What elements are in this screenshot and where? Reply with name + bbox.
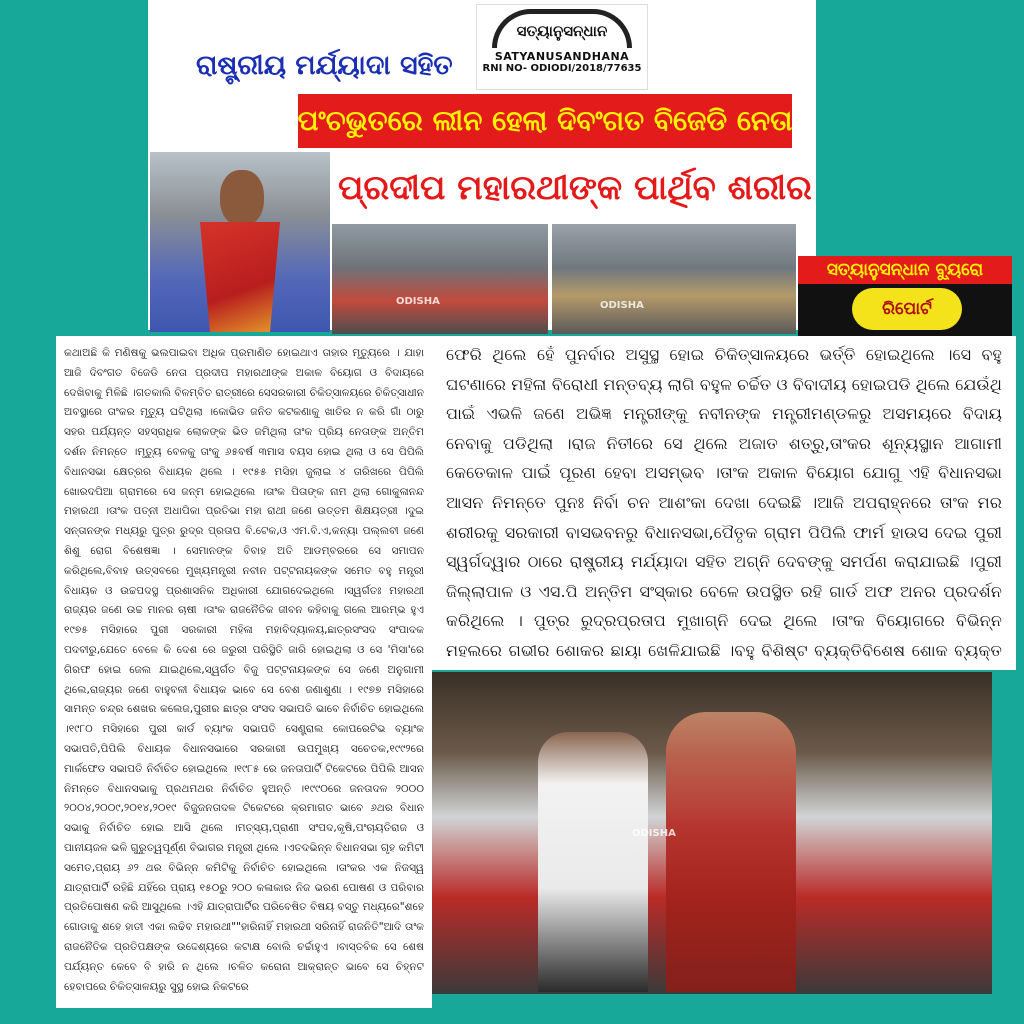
article-text-left: କଥାଅଛି କି ମଣିଷକୁ ଭଲପାଇବା ଅଧିକ ପ୍ରମାଣିତ ହୋଇଥାଏ ତାହାର ମୃତ୍ୟୁରେ । ଯାହା ଆଜି ଦିବଂଗତ ବିଜେଡି ନେତା ପ୍ରଦୀପ ମହାରଥୀଙ୍କ ଅକାଳ ବିୟୋଗ ଓ ବିଦାୟରେ ଦେଖିବାକୁ ମିଳିଛି ।ଗତକାଲି ବିଳମ୍ବିତ ରାତ୍ରୀରେ ସେସରକାରୀ ଚିକିତ୍ସାଳୟରେ ଚିକିତ୍ସାଧୀନ ଅବସ୍ଥାରେ ତାଂକର ମୃତ୍ୟୁ ଘଟିଥିଲା ।କୋଭିଡ ଜନିତ କଟକଣାକୁ ଖାତିର ନ କରି ଗାଁ ଠାରୁ ସହର ପର୍ଯ୍ୟନ୍ତ ସହସ୍ରାଧିକ ଲୋକଙ୍କ ଭିଡ ଜମିଥିଲା ତାଂକ ପ୍ରିୟ ନେତାଙ୍କ ଅନ୍ତିମ ଦର୍ଶନ ନିମନ୍ତେ ।ମୃତ୍ୟୁ ବେଳକୁ ତାଂକୁ ୬୫ବର୍ଷ ୩ମାସ ବୟସ ହୋଇ ଥିଲା ଓ ସେ ପିପିଲି ବିଧାନସଭା କ୍ଷେତ୍ରର ବିଧାୟକ ଥିଲେ । ୧୯୫୫ ମସିହା ଜୁଲାଇ ୪ ତାରିଖରେ ପିପିଲି ଖୋରଦପିଆ ଗ୍ରାମରେ ସେ ଜନ୍ମ ହୋଇଥିଲେ ।ତାଂକ ପିତାଙ୍କ ନାମ ଥିଲା ଗୋକୁଳାନନ୍ଦ ମହାରଥୀ ।ତାଂକ ପତ୍ନୀ ଅଧାପିକା ପ୍ରତିଭା ମହା ରାଥୀ ଜଣେ ଉତ୍ତମ ଶିକ୍ଷୟତ୍ରୀ ।ଦୁଇ ସନ୍ତାନଙ୍କ ମଧ୍ୟରୁ ପୁତ୍ର ରୁଦ୍ର ପ୍ରତାପ ବି.ଟେକ,ଓ ଏମ.ବି.ଏ,କନ୍ୟା ପଲ୍ଲବୀ ଜଣେ ଶିଶୁ ରୋଗ ବିଶେଷଜ୍ଞା । ସେମାନଙ୍କ ବିବାହ ଅତି ଆଡମ୍ବରରେ ସେ ସମାପନ କରିଥିଲେ,ବିବାହ ଉତ୍ସବରେ ମୁଖ୍ୟମନ୍ତ୍ରୀ ନବୀନ ପଟ୍ଟନାୟକଙ୍କ ସମେତ ବହୁ ମନ୍ତ୍ରୀ ବିଧାୟକ ଓ ଉଚ୍ଚପଦସ୍ଥ ପ୍ରଶାସନିକ ଅଧିକାରୀ ଯୋଗଦେଇଥିଲେ ।ସ୍ୱର୍ଗତଃ ମହାରଥୀ ରାଜ୍ୟର ଜଣେ ଉଚ୍ଚ ମାନର ଚାଷୀ ।ତାଂକ ରାଜନୈତିକ ଜୀବନ କହିବାକୁ ଗଲେ ଆରମ୍ଭ ହୁଏ ୧୯୭୫ ମସିହାରେ ପୁରୀ ସରକାରୀ ମହିଳା ମହାବିଦ୍ୟାଳୟ,ଛାତ୍ରସଂସଦ ସଂପାଦକ ପଦବୀରୁ,ଯେତେ ବେଳେ କି ଦେଶ ରେ ଜରୁରୀ ପରିସ୍ଥିତି ଜାରି ହୋଇଥିଲା ଓ ସେ 'ମିସା'ରେ ଗିରଫ ହୋଇ ଜେଲ ଯାଇଥିଲେ,ସ୍ୱର୍ଗତ ବିଜୁ ପଟ୍ଟନାୟକଙ୍କ ସେ ଜଣେ ଅନୁଗାମୀ ଥିଲେ,ରାଜ୍ୟର ଜଣେ ବାହୁବଳୀ ବିଧାୟକ ଭାବେ ସେ ବେଶ ଜଣାଶୁଣା । ୧୯୭୭ ମସିହାରେ ସାମନ୍ତ ଚନ୍ଦ୍ର ଶେଖର କଲେଜ,ପୁରୀର ଛାତ୍ର ସଂସଦ ସଭାପତି ଭାବେ ନିର୍ବାଚିତ ହୋଇଥିଲେ ।୧୯୮୦ ମସିହାରେ ପୁରୀ କାର୍ଡ ବ୍ୟାଂକ ସଭାପତି ସେଣ୍ଟ୍ରାଲ କୋପରେଟିଭ ବ୍ୟାଂକ ସଭାପତି,ପିପିଲି ବିଧାୟକ ବିଧାନସଭାରେ ସରକାରୀ ଉପମୁଖ୍ୟ ସଚେତକ,୧୯୯୨ରେ ମାର୍କଫେଡ ସଭାପତି ନିର୍ବାଚିତ ହୋଇଥିଲେ ।୧୯୮୫ ରେ ଜନତାପାର୍ଟି ଟିକେଟରେ ପିପିଲି ଆସନ ନିମନ୍ତେ ବିଧାନସଭାକୁ ପ୍ରଥମଥର ନିର୍ବାଚିତ ହୁଅନ୍ତି ।୧୯୯୦ରେ ଜନତାଦଳ ୨୦୦୦ ୨୦୦୪,୨୦୦୯,୨୦୧୪,୨୦୧୯ ବିଜୁଜନତାଦଳ ଟିକେଟରେ କ୍ରମାଗତ ଭାବେ ୬ଥର ବିଧାନ ସଭାକୁ ନିର୍ବାଚିତ ହୋଇ ଆସି ଥିଲେ ।ମତ୍ସ୍ୟ,ପ୍ରାଣୀ ସଂପଦ,କୃଷି,ପଂଚାୟତିରାଜ ଓ ପାନୀୟଜଳ ଭଳି ଗୁରୁତ୍ୱପୂର୍ଣ୍ଣ ବିଭାଗର ମନ୍ତ୍ରୀ ଥିଲେ ।ଏତଦଭିନ୍ନ ବିଧାନସଭା ଗୃହ କମିଟୀ ସମେତ,ପ୍ରାୟ ୬୨ ଥର ବିଭିନ୍ନ କମିଟିକୁ ନିର୍ବାଚିତ ହୋଇଥିଲେ ।ତାଂକର ଏକ ନିଜସ୍ୱ ଯାତ୍ରାପାର୍ଟି ରହିଛି ଯହିଁରେ ପ୍ରାୟ ୧୫୦ରୁ ୨୦୦ କଳାକାର ନିଜ ଭରଣ ପୋଷଣ ଓ ପରିବାର ପ୍ରତିପୋଷଣ କରି ଆସୁଥିଲେ ।ଏହି ଯାତ୍ରାପାର୍ଟିର ପରିବେଷିତ ବିଷୟ ବସ୍ତୁ ମଧ୍ୟରେ"ଶହେ ଗୋଡାକୁ ଶହେ ହାତୀ ଏକା ଲଢିବ ମହାରଥୀ""ହାରିନାହିଁ ମହାରଥୀ ସରିନାହିଁ ରାଜନିତି"ଆଦି ତାଂକ ରାଜନୈତିକ ପ୍ରତିପକ୍ଷଙ୍କ ଉଦ୍ଦେଶ୍ୟରେ କଟାକ୍ଷ ବୋଲି ଚର୍ଚ୍ଚାହୁଏ ।ବାସ୍ତବିକ ସେ ଶେଷ ପର୍ଯ୍ୟନ୍ତ କେବେ ବି ହାରି ନ ଥିଲେ ।ଚଳିତ କରୋନା ଆକ୍ରାନ୍ତ ଭାବେ ସେ ଚିହ୍ନଟ ହେବାପରେ ଚିକିତ୍ସାଳୟରୁ ସୁସ୍ଥ ହୋଇ ନିକଟରେ [64, 347, 424, 993]
report-badge: ରିପୋର୍ଟ [852, 288, 962, 330]
guard-of-honour-photo [552, 224, 796, 334]
article-column-right [432, 336, 1016, 670]
logo-arc: ସତ୍ୟାନୁସନ୍ଧାନ [492, 9, 632, 48]
tagline: ରାଷ୍ଟ୍ରୀୟ ମର୍ଯ୍ୟାଦା ସହିତ [196, 50, 453, 81]
headline-secondary: ପ୍ରଦୀପ ମହାରଥୀଙ୍କ ପାର୍ଥିବ ଶରୀର [338, 168, 812, 208]
article-column-left [56, 336, 432, 1008]
headline-primary: ପଂଚଭୁତରେ ଲୀନ ହେଲା ଦିବଂଗତ ବିଜେଡି ନେତା [298, 94, 792, 148]
article-text-right: ଫେରି ଥିଲେ ହେଁ ପୁନର୍ବାର ଅସୁସ୍ଥ ହୋଇ ଚିକିତ୍ସାଳୟରେ ଭର୍ତ୍ତି ହୋଇଥିଲେ ।ସେ ବହୁ ଘଟଣାରେ ମହିଳା ବିରୋଧୀ ମନ୍ତବ୍ୟ ଲାଗି ବହୁଳ ଚର୍ଚ୍ଚିତ ଓ ବିବାଦୀୟ ହୋଇପଡି ଥିଲେ ଯେଉଁଥି ପାଇଁ ଏଭଳି ଜଣେ ଅଭିଜ୍ଞ ମନ୍ତ୍ରୀଙ୍କୁ ନବୀନଙ୍କ ମନ୍ତ୍ରୀମଣ୍ଡଳରୁ ଅସମୟରେ ବିଦାୟ ନେବାକୁ ପଡିଥିଲା ।ରାଜ ନିତୀରେ ସେ ଥିଲେ ଅଜାତ ଶତ୍ରୁ,ତାଂକର ଶୂନ୍ୟସ୍ଥାନ ଆଗାମୀ କେତେକାଳ ପାଇଁ ପୂରଣ ହେବା ଅସମ୍ଭବ ।ତାଂକ ଅକାଳ ବିୟୋଗ ଯୋଗୁ ଏହି ବିଧାନସଭା ଆସନ ନିମନ୍ତେ ପୁନଃ ନିର୍ବା ଚନ ଆଶଂକା ଦେଖା ଦେଇଛି ।ଆଜି ଅପରାହ୍ନରେ ତାଂକ ମର ଶରୀରକୁ ସରକାରୀ ବାସଭବନରୁ ବିଧାନସଭା,ପୈତୃକ ଗ୍ରାମ ପିପିଲି ଫାର୍ମ ହାଉସ ଦେଇ ପୁରୀ ସ୍ୱର୍ଗଦ୍ୱାର ଠାରେ ରାଷ୍ଟ୍ରୀୟ ମର୍ଯ୍ୟାଦା ସହିତ ଅଗ୍ନି ଦେବଙ୍କୁ ସମର୍ପଣ କରାଯାଇଛି ।ପୁରୀ ଜିଲ୍ଲାପାଳ ଓ ଏସ.ପି ଅନ୍ତିମ ସଂସ୍କାର ବେଳେ ଉପସ୍ଥିତ ରହି ଗାର୍ଡ ଅଫ ଅନର ପ୍ରଦର୍ଶନ କରିଥିଲେ । ପୁତ୍ର ରୁଦ୍ରପ୍ରତାପ ମୁଖାଗ୍ନି ଦେଇ ଥିଲେ ।ତାଂକ ବିୟୋଗରେ ବିଭିନ୍ନ ମହଲରେ ଗଭୀର ଶୋକର ଛାୟା ଖେଳିଯାଇଛି ।ବହୁ ବିଶିଷ୍ଟ ବ୍ୟକ୍ତିବିଶେଷ ଶୋକ ବ୍ୟକ୍ତ [446, 345, 1002, 660]
photo-watermark: ODISHA [600, 300, 644, 311]
bureau-label: ସତ୍ୟାନୁସନ୍ଧାନ ବ୍ୟୁରୋ [798, 256, 1012, 284]
priest-figure [666, 712, 796, 992]
funeral-procession-photo [332, 224, 548, 334]
face-shape [220, 170, 264, 226]
rni-number: RNI NO- ODIODI/2018/77635 [482, 63, 642, 74]
photo-watermark: ODISHA [632, 828, 676, 839]
leader-portrait-photo [150, 152, 330, 332]
logo-name: SATYANUSANDHANA [494, 50, 630, 63]
photo-watermark: ODISHA [396, 296, 440, 307]
publication-logo [476, 4, 648, 90]
scarf-shape [190, 222, 290, 332]
person-figure [538, 732, 648, 992]
cremation-ritual-photo [432, 672, 992, 994]
